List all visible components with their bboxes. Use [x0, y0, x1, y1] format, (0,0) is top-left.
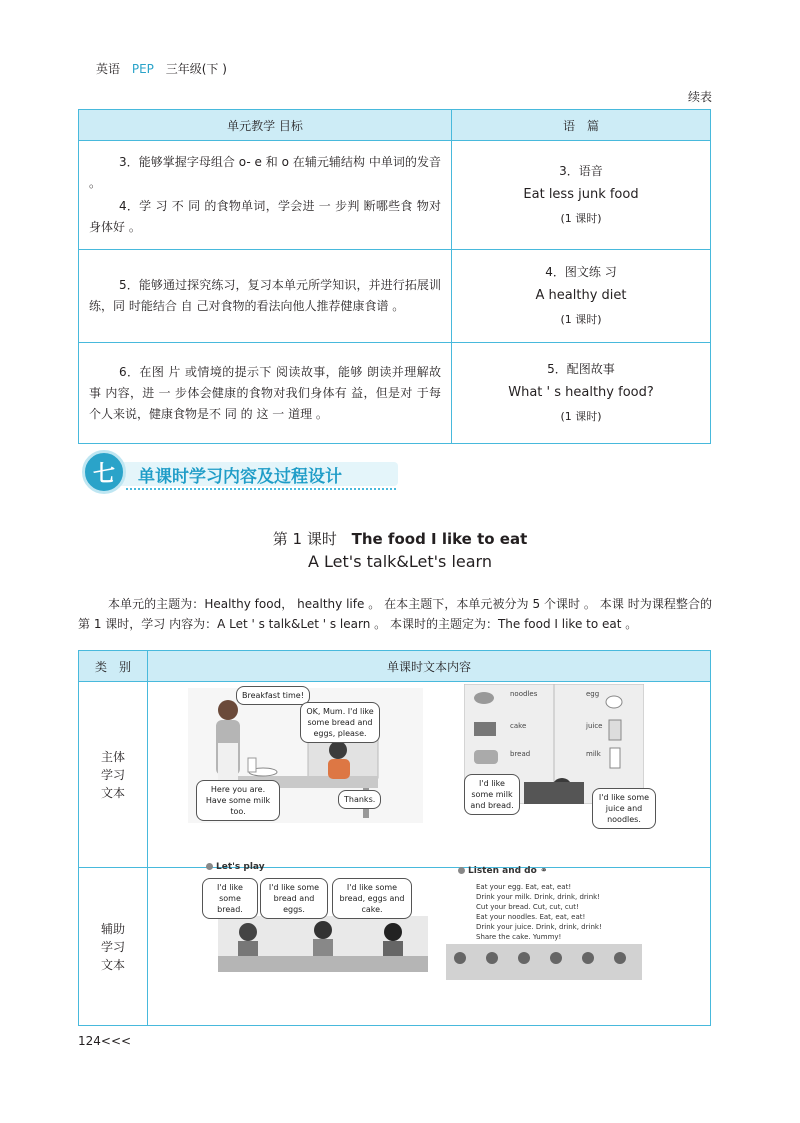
- col-header-category: 类 别: [79, 651, 148, 682]
- speech-bubble: I'd like some bread and eggs.: [260, 878, 328, 919]
- goal-cell: [79, 141, 452, 250]
- goal-paragraph: 4．学 习 不 同 的食物单词，学会进 一 步判 断哪些食 物对身体好 。: [89, 199, 441, 234]
- headphones-icon: ⚭: [539, 866, 548, 876]
- speech-bubble: I'd like some bread.: [202, 878, 258, 919]
- col-header-goal: 单元教学 目标: [79, 110, 452, 141]
- chant-line: Eat your noodles. Eat, eat, eat!: [476, 913, 586, 921]
- menu-item: egg: [586, 690, 600, 698]
- goal-paragraph: 6．在图 片 或情境的提示下 阅读故事，能够 朗读并理解故事 内容，进 一 步体会健康的食物对我们身体有 益，但是对 于每个人来说，健康食物是不 同 的 这 一 道理 。: [89, 364, 441, 421]
- speech-bubble: OK, Mum. I'd like some bread and eggs, please.: [300, 702, 380, 743]
- speech-bubble: I'd like some bread, eggs and cake.: [332, 878, 412, 919]
- menu-item: cake: [510, 722, 527, 730]
- aux-content-cell: [148, 862, 711, 1026]
- lesson-subtitle: A Let's talk&Let's learn: [308, 552, 492, 571]
- play-illustration: [218, 916, 428, 972]
- speech-bubble: I'd like some juice and noodles.: [592, 788, 656, 829]
- listen-and-do-heading: Listen and do ⚭: [458, 866, 548, 876]
- speech-bubble: I'd like some milk and bread.: [464, 774, 520, 815]
- main-content-cell: [148, 682, 711, 868]
- table-row: [79, 868, 711, 1026]
- category-main: 主体学习文本: [79, 682, 148, 868]
- text-number: 4．图文练 习: [545, 265, 617, 279]
- text-cell: [452, 343, 711, 444]
- lesson-number: 第 1 课时: [272, 530, 337, 548]
- chant-line: Drink your milk. Drink, drink, drink!: [476, 893, 601, 901]
- text-hours: (1 课时): [560, 212, 602, 225]
- col-header-text: 语 篇: [452, 110, 711, 141]
- lesson-content-table: [78, 650, 711, 1026]
- section-dot-icon: [206, 863, 213, 870]
- table-row: [79, 250, 711, 343]
- goal-paragraph: 5．能够通过探究练习，复习本单元所学知识，并进行拓展训练，同 时能结合 自 己对食物的看法向他人推荐健康食谱 。: [89, 278, 441, 313]
- lets-play-heading: Let's play: [206, 862, 265, 872]
- goal-cell: [79, 250, 452, 343]
- section-number: 七: [82, 450, 126, 494]
- text-number: 5．配图故事: [547, 362, 615, 376]
- text-cell: [452, 250, 711, 343]
- table-row: [79, 141, 711, 250]
- table-row: [79, 343, 711, 444]
- listen-illustration: [446, 944, 642, 980]
- menu-item: bread: [510, 750, 531, 758]
- page-number: 124<<<: [78, 1034, 132, 1048]
- chant-line: Eat your egg. Eat, eat, eat!: [476, 883, 572, 891]
- lesson-theme: The food I like to eat: [351, 530, 528, 548]
- running-header: [96, 60, 227, 77]
- text-number: 3．语音: [559, 164, 603, 178]
- unit-goals-table: [78, 109, 711, 444]
- text-hours: (1 课时): [560, 410, 602, 423]
- category-aux: 辅助学习文本: [79, 868, 148, 1026]
- text-hours: (1 课时): [560, 313, 602, 326]
- menu-item: milk: [586, 750, 601, 758]
- header-grade: 三年级(下 ): [165, 62, 227, 76]
- menu-item: juice: [586, 722, 603, 730]
- header-edition: PEP: [131, 62, 154, 76]
- section-title: 单课时学习内容及过程设计: [138, 467, 342, 487]
- table-row: [79, 682, 711, 868]
- lesson-title: [0, 528, 800, 549]
- menu-item: noodles: [510, 690, 538, 698]
- chant-line: Drink your juice. Drink, drink, drink!: [476, 923, 602, 931]
- intro-paragraph: 本单元的主题为：Healthy food， healthy life 。 在本主题下，本单元被分为 5 个课时 。 本课 时为课程整合的第 1 课时，学习 内容为：A Let ' s talk&Let ' s learn 。 本课时的主题定为：The food I like to eat 。: [78, 597, 712, 631]
- header-subject: 英语: [96, 62, 121, 76]
- section-divider: [126, 488, 396, 490]
- goal-cell: [79, 343, 452, 444]
- speech-bubble: Thanks.: [338, 790, 381, 809]
- goal-paragraph: 3．能够掌握字母组合 o- e 和 o 在辅元辅结构 中单词的发音 。: [89, 155, 441, 190]
- text-title: Eat less junk food: [523, 187, 639, 202]
- chant-line: Share the cake. Yummy!: [476, 933, 562, 941]
- text-cell: [452, 141, 711, 250]
- continued-label: 续表: [687, 90, 712, 104]
- text-title: A healthy diet: [535, 288, 627, 303]
- text-title: What ' s healthy food?: [508, 385, 654, 400]
- section-dot-icon: [458, 867, 465, 874]
- chant-lines: [476, 882, 602, 942]
- col-header-content: 单课时文本内容: [148, 651, 711, 682]
- speech-bubble: Breakfast time!: [236, 686, 310, 705]
- section-heading: [82, 450, 402, 494]
- speech-bubble: Here you are. Have some milk too.: [196, 780, 280, 821]
- chant-line: Cut your bread. Cut, cut, cut!: [476, 903, 579, 911]
